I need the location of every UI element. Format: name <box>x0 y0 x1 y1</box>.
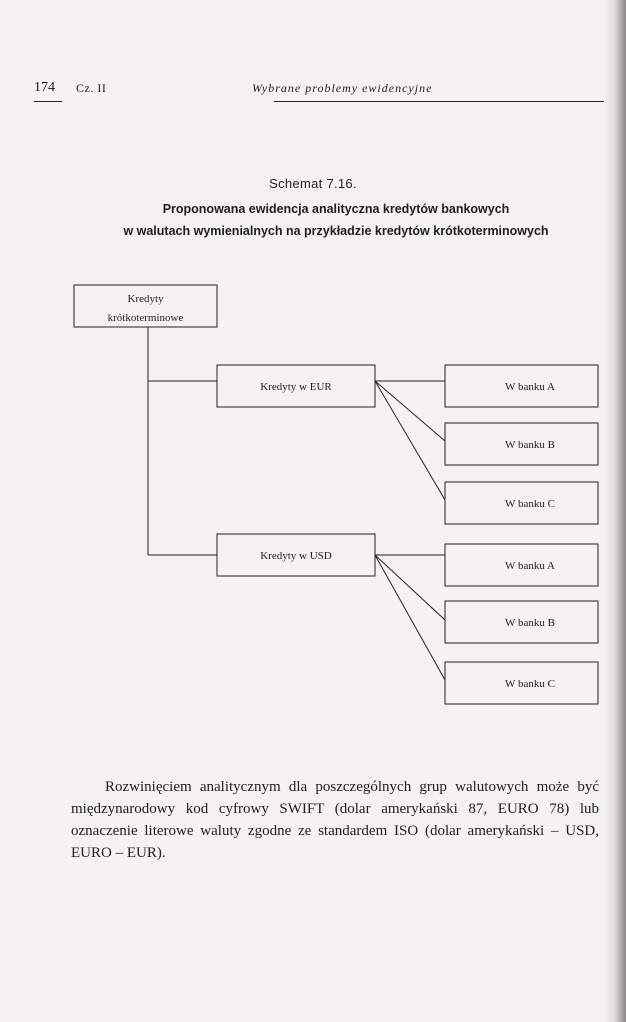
group-label-usd: Kredyty w USD <box>260 550 332 562</box>
eur-bank-c-label: W banku C <box>505 498 555 510</box>
running-title: Wybrane problemy ewidencyjne <box>252 81 433 95</box>
schema-title-line-2: w walutach wymienialnych na przykładzie kredytów krótkoterminowych <box>123 224 549 238</box>
page-number: 174 <box>34 80 55 95</box>
page-edge-shadow <box>604 0 626 1022</box>
eur-to-bank-c-line <box>375 381 445 500</box>
usd-bank-c-label: W banku C <box>505 678 555 690</box>
group-label-eur: Kredyty w EUR <box>260 381 332 393</box>
chapter-label: Cz. II <box>76 81 107 95</box>
body-paragraph-text: Rozwinięciem analitycznym dla poszczególnych grup walutowych może być międzynarodowy kod cyfrowy SWIFT (dolar amerykański 87, EURO 78) lub oznaczenie literowe waluty zgodne ze standardem ISO (dolar amerykański – USD, EURO – EUR). <box>71 779 599 861</box>
eur-bank-a-label: W banku A <box>505 381 555 393</box>
usd-bank-b-label: W banku B <box>505 617 555 629</box>
usd-to-bank-b-line <box>375 555 445 620</box>
eur-to-bank-b-line <box>375 381 445 441</box>
schema-label: Schemat 7.16. <box>269 176 357 191</box>
root-label-line-1: Kredyty <box>127 293 164 305</box>
eur-bank-b-label: W banku B <box>505 439 555 451</box>
root-label-line-2: krótkoterminowe <box>107 312 184 324</box>
schema-title-line-1: Proponowana ewidencja analityczna kredytów bankowych <box>162 202 510 216</box>
usd-bank-a-label: W banku A <box>505 560 555 572</box>
usd-to-bank-c-line <box>375 555 445 680</box>
body-paragraph <box>71 776 599 864</box>
